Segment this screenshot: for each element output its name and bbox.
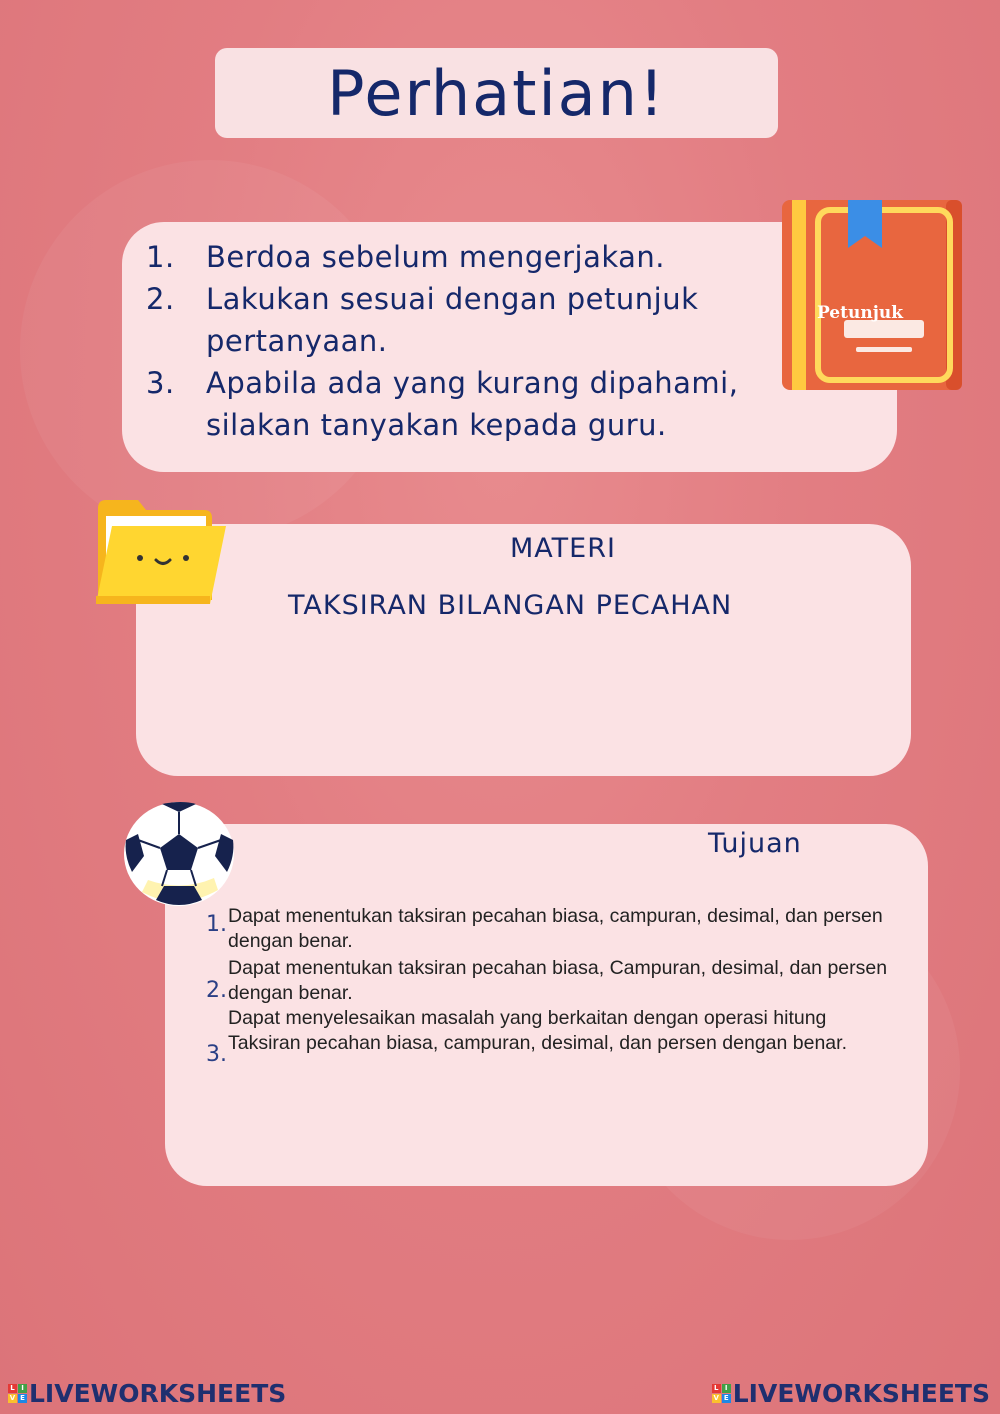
brand-name: LIVEWORKSHEETS	[732, 1379, 990, 1408]
list-item: 3. Apabila ada yang kurang dipahami, silakan tanyakan kepada guru.	[146, 366, 739, 442]
list-item: Dapat menentukan taksiran pecahan biasa, campuran, desimal, dan persen dengan benar.	[228, 905, 883, 952]
goal-number: 1.	[206, 912, 227, 937]
book-label: Petunjuk	[816, 303, 904, 323]
book-icon	[782, 200, 962, 390]
brand-logo-left	[8, 1379, 286, 1408]
list-item: Dapat menentukan taksiran pecahan biasa, Campuran, desimal, dan persen dengan benar.	[228, 957, 888, 1004]
soccer-ball-icon	[122, 800, 237, 908]
brand-name: LIVEWORKSHEETS	[29, 1379, 287, 1408]
logo-icon: L I V E	[8, 1384, 27, 1403]
rules-list	[146, 236, 806, 446]
goal-number: 3.	[206, 1042, 227, 1067]
list-item: 1. Berdoa sebelum mengerjakan.	[146, 240, 666, 274]
folder-icon	[94, 496, 228, 606]
list-item: 2. Lakukan sesuai dengan petunjuk pertanyaan.	[146, 282, 699, 358]
title-banner	[215, 48, 778, 138]
materi-topic: TAKSIRAN BILANGAN PECAHAN	[288, 590, 733, 621]
logo-icon: L I V E	[712, 1384, 731, 1403]
page-title: Perhatian!	[327, 56, 666, 130]
materi-heading: MATERI	[510, 533, 616, 564]
tujuan-heading: Tujuan	[708, 828, 802, 859]
list-item: Dapat menyelesaikan masalah yang berkaitan dengan operasi hitung Taksiran pecahan biasa, campuran, desimal, dan persen dengan benar.	[228, 1007, 847, 1054]
goal-number: 2.	[206, 978, 227, 1003]
brand-logo-right	[712, 1379, 990, 1408]
